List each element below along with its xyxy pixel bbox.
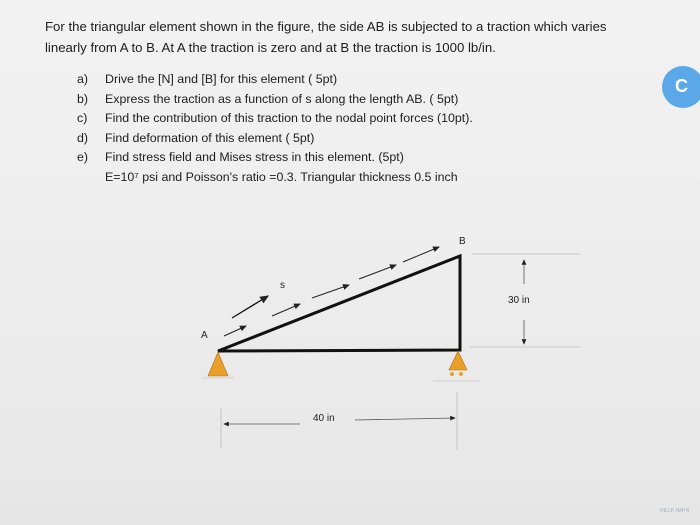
traction-arrow	[272, 304, 300, 316]
triangular-element	[218, 256, 460, 351]
traction-arrow	[224, 326, 246, 336]
task-item-b: b) Express the traction as a function of s along the length AB. ( 5pt)	[77, 91, 459, 106]
width-dimension	[221, 392, 457, 450]
node-label-a: A	[201, 330, 208, 341]
traction-arrow	[359, 265, 396, 279]
roller-support-b	[433, 351, 480, 381]
intro-line-1: For the triangular element shown in the figure, the side AB is subjected to a traction which varies	[45, 19, 607, 34]
traction-arrows	[224, 247, 439, 336]
intro-line-2: linearly from A to B. At A the traction is zero and at B the traction is 1000 lb/in.	[45, 40, 496, 55]
height-dim-label: 30 in	[508, 295, 530, 306]
node-label-b: B	[459, 236, 466, 247]
traction-arrow	[403, 247, 439, 262]
traction-arrow	[312, 285, 349, 298]
s-direction-arrow	[232, 296, 268, 318]
s-label: s	[280, 280, 285, 291]
c-logo-icon[interactable]: C	[662, 66, 700, 108]
task-item-a: a) Drive the [N] and [B] for this element ( 5pt)	[77, 72, 338, 86]
pin-support-a	[202, 352, 234, 378]
task-item-e: e) Find stress field and Mises stress in this element. (5pt)	[77, 150, 404, 164]
watermark: HELP IMPR	[660, 508, 690, 514]
width-dim-label: 40 in	[313, 413, 335, 424]
task-item-d: d) Find deformation of this element ( 5pt)	[77, 130, 315, 145]
material-note: E=10⁷ psi and Poisson's ratio =0.3. Triangular thickness 0.5 inch	[105, 169, 458, 184]
task-item-c: c) Find the contribution of this traction to the nodal point forces (10pt).	[77, 111, 473, 125]
